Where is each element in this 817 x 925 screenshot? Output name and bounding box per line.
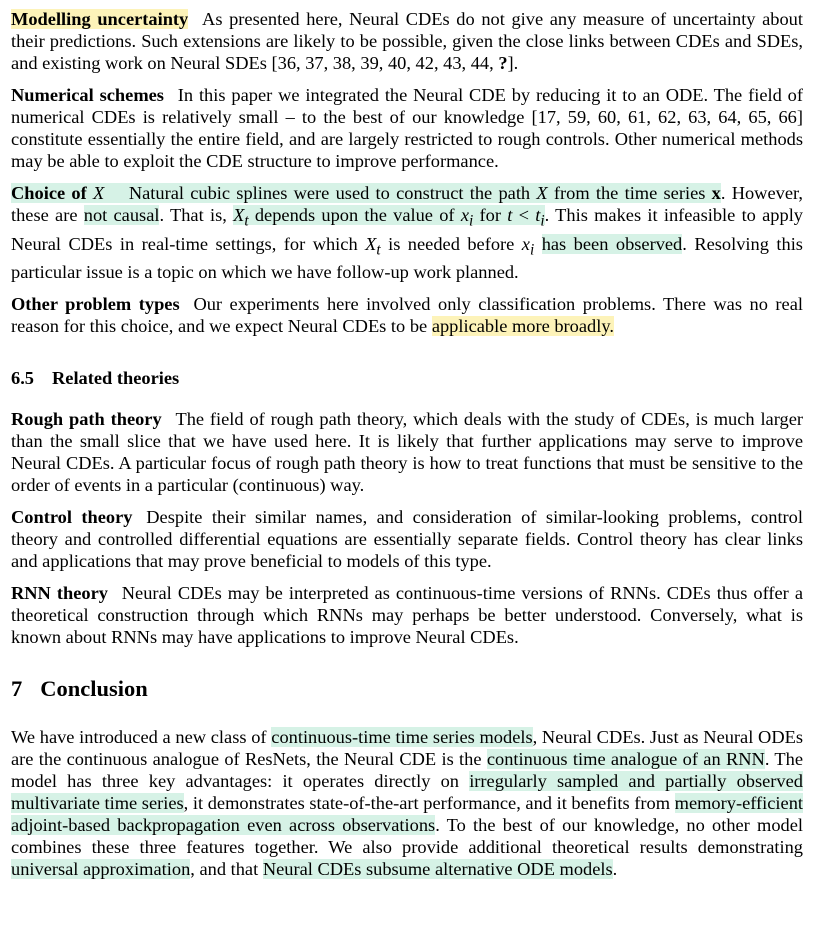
paragraph-modelling-uncertainty xyxy=(11,8,803,74)
text-numerical-schemes: In this paper we integrated the Neural CDE by reducing it to an ODE. The field of numerical CDEs is relatively small – to the best of our knowledge [17, 59, 60, 61, 62, 63, 64, 65, 66] constitute essentially the entire field, and are largely restricted to rough controls. Other numerical methods may be able to exploit the CDE structure to improve performance. xyxy=(11,85,803,171)
highlight-subsume-ode-models: Neural CDEs subsume alternative ODE models xyxy=(262,859,613,880)
highlight-depends: $X_t$ depends upon the value of $x_i$ for $t < t_i$ xyxy=(233,205,545,230)
heading-rough-path-theory: Rough path theory xyxy=(11,409,162,430)
heading-rnn-theory: RNN theory xyxy=(11,583,108,604)
paragraph-rough-path-theory xyxy=(11,408,803,496)
paragraph-conclusion: We have introduced a new class of continuous-time time series models, Neural CDEs. Just as Neural ODEs are the continuous analogue of ResNets, the Neural CDE is the continuous time analogue of an RNN. The model has three key advantages: it operates directly on irregularly sampled and partially observed multivariate time series, it demonstrates state-of-the-art performance, and it benefits from memory-efficient adjoint-based backpropagation even across observations. To the best of our knowledge, no other model combines these three features together. We also provide additional theoretical results demonstrating universal approximation, and that Neural CDEs subsume alternative ODE models. xyxy=(11,727,804,880)
paragraph-numerical-schemes xyxy=(11,84,803,172)
highlight-universal-approximation: universal approximation xyxy=(11,859,191,880)
paper-page xyxy=(11,8,803,880)
text-rnn-theory: Neural CDEs may be interpreted as continuous-time versions of RNNs. CDEs thus offer a theoretical construction through which RNNs may perhaps be better understood. Conversely, what is known about RNNs may have applications to improve Neural CDEs. xyxy=(11,583,803,648)
highlight-adjoint-backprop: memory-efficient adjoint-based backpropagation even across observations xyxy=(11,793,803,836)
heading-other-problem-types: Other problem types xyxy=(11,294,180,315)
highlight-continuous-time-models: continuous-time time series models xyxy=(271,727,533,748)
subsection-title-related-theories: 6.5 Related theories xyxy=(11,368,180,389)
paragraph-control-theory xyxy=(11,506,803,572)
heading-modelling-uncertainty: Modelling uncertainty xyxy=(11,9,189,29)
highlight-observed: has been observed xyxy=(541,233,683,254)
heading-control-theory: Control theory xyxy=(11,507,133,528)
heading-numerical-schemes: Numerical schemes xyxy=(11,85,164,105)
paragraph-rnn-theory xyxy=(11,582,803,648)
text-rough-path-theory: The field of rough path theory, which deals with the study of CDEs, is much larger than the small slice that we have used here. It is likely that further applications may serve to improve Neural CDEs. A particular focus of rough path theory is how to treat functions that must be sensitive to the order of events in a particular (continuous) way. xyxy=(11,409,803,496)
missing-reference[interactable]: ? xyxy=(498,53,508,73)
section-title-conclusion: 7 Conclusion xyxy=(11,676,148,702)
text-other-problem-types: Our experiments here involved only classification problems. There was no real reason for this choice, and we expect Neural CDEs to be xyxy=(11,294,803,337)
highlight-not-causal: not causal xyxy=(83,205,160,225)
paragraph-other-problem-types xyxy=(11,293,803,337)
text-modelling-end: ]. xyxy=(507,53,519,73)
paragraph-choice-of-x: Choice of X Natural cubic splines were used to construct the path X from the time series x. However, these are not causal. That is, $X_t$ depends upon the value of $x_i$ for $t < t_i$. This makes it infeasible to apply Neural CDEs in real-time settings, for which $X_t$ is needed before $x_i$ has been observed. Resolving this particular issue is a topic on which we have follow-up work planned. xyxy=(11,183,803,283)
highlight-irregular-series: irregularly sampled and partially observed multivariate time series xyxy=(11,771,803,814)
text-modelling-uncertainty: As presented here, Neural CDEs do not give any measure of uncertainty about their predictions. Such extensions are likely to be possible, given the close links between CDEs and SDEs, and existing work on Neural SDEs [36, 37, 38, 39, 40, 42, 43, 44, xyxy=(11,9,803,73)
text-control-theory: Despite their similar names, and consideration of similar-looking problems, control theory and controlled differential equations are essentially separate fields. Control theory has clear links and applications that may prove beneficial to models of this type. xyxy=(11,507,803,572)
heading-choice-of-x: Choice of X Natural cubic splines were used to construct the path X from the time series x xyxy=(11,183,721,203)
highlight-applicable: applicable more broadly. xyxy=(431,316,614,337)
highlight-rnn-analogue: continuous time analogue of an RNN xyxy=(486,749,765,770)
